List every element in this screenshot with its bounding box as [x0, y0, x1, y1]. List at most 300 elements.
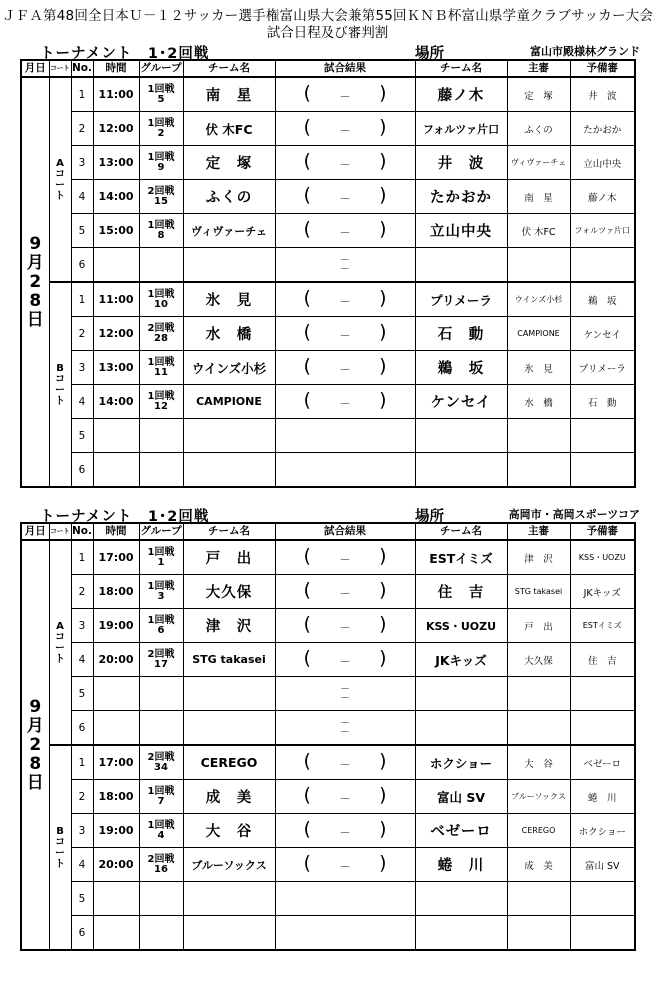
close-paren: ): [379, 150, 387, 172]
away-team: [415, 453, 507, 488]
column-header-group: グループ: [139, 60, 183, 77]
court-char: コ: [55, 373, 65, 385]
column-header-team2: チーム名: [415, 523, 507, 540]
match-time: 14:00: [93, 385, 139, 419]
referee: 大久保: [507, 643, 570, 677]
away-team: 富山 SV: [415, 780, 507, 814]
match-time: 17:00: [93, 745, 139, 780]
group-number: 16: [154, 863, 168, 875]
match-result: [275, 77, 415, 112]
home-team: CEREGO: [183, 745, 275, 780]
match-group: [139, 677, 183, 711]
open-paren: (: [303, 82, 311, 104]
reserve-referee: [570, 248, 635, 283]
close-paren: ): [379, 355, 387, 377]
table-row: [21, 214, 635, 248]
date-char: 9: [29, 233, 42, 254]
date-char: 日: [26, 309, 44, 330]
match-group: [139, 609, 183, 643]
match-number: 1: [71, 77, 93, 112]
section-header: [20, 42, 640, 60]
court-char: ト: [55, 395, 65, 407]
match-number: 4: [71, 643, 93, 677]
match-number: 1: [71, 282, 93, 317]
referee: ブルーソックス: [507, 780, 570, 814]
score-separator: －: [339, 90, 351, 103]
group-number: 10: [154, 298, 168, 310]
date-char: 9: [29, 696, 42, 717]
away-team: [415, 916, 507, 951]
open-paren: (: [303, 579, 311, 601]
match-result: [275, 146, 415, 180]
court-char: A: [56, 157, 64, 169]
home-team: 大久保: [183, 575, 275, 609]
table-row: [21, 814, 635, 848]
reserve-referee: [570, 882, 635, 916]
column-header-team1: チーム名: [183, 60, 275, 77]
match-number: 2: [71, 575, 93, 609]
open-paren: (: [303, 287, 311, 309]
group-round: 1回戦: [147, 356, 175, 368]
court-char: ー: [55, 642, 65, 654]
column-header-no: No.: [71, 60, 93, 77]
table-row: [21, 711, 635, 746]
match-result: [275, 540, 415, 575]
match-group: [139, 112, 183, 146]
reserve-referee: [570, 453, 635, 488]
column-header-time: 時間: [93, 523, 139, 540]
group-number: 6: [157, 624, 165, 636]
date-char: 日: [26, 772, 44, 793]
home-team: STG takasei: [183, 643, 275, 677]
table-row: [21, 609, 635, 643]
score-separator: －: [339, 826, 351, 839]
home-team: 戸 出: [183, 540, 275, 575]
match-group: [139, 848, 183, 882]
match-number: 1: [71, 745, 93, 780]
court-char: A: [56, 620, 64, 632]
match-result: [275, 848, 415, 882]
away-team: KSS・UOZU: [415, 609, 507, 643]
close-paren: ): [379, 321, 387, 343]
table-row: [21, 146, 635, 180]
document-title: ＪＦＡ第48回全日本Ｕ－１２サッカー選手権富山県大会兼第55回ＫＮＢ杯富山県学童クラブサッカー大会: [1, 8, 654, 24]
home-team: [183, 677, 275, 711]
date-char: 月: [26, 252, 44, 273]
match-result: [275, 882, 415, 916]
group-round: 2回戦: [147, 648, 175, 660]
referee: [507, 882, 570, 916]
away-team: 蜷 川: [415, 848, 507, 882]
table-row: [21, 77, 635, 112]
close-paren: ): [379, 184, 387, 206]
group-round: 1回戦: [147, 614, 175, 626]
group-number: 34: [154, 761, 168, 773]
date-char: 月: [26, 715, 44, 736]
open-paren: (: [303, 321, 311, 343]
match-result: [275, 248, 415, 283]
match-time: [93, 711, 139, 746]
reserve-referee: KSS・UOZU: [570, 540, 635, 575]
score-separator: －: [340, 717, 350, 729]
score-separator: －: [339, 792, 351, 805]
open-paren: (: [303, 116, 311, 138]
header-row: [21, 523, 635, 540]
court-char: ー: [55, 384, 65, 396]
home-team: [183, 453, 275, 488]
match-time: [93, 419, 139, 453]
match-time: [93, 882, 139, 916]
away-team: ホクショー: [415, 745, 507, 780]
close-paren: ): [379, 287, 387, 309]
match-result: [275, 214, 415, 248]
court-char: コ: [55, 836, 65, 848]
match-time: 12:00: [93, 112, 139, 146]
court-char: ト: [55, 858, 65, 870]
group-round: 1回戦: [147, 390, 175, 402]
section-header: [20, 505, 640, 523]
reserve-referee: [570, 711, 635, 746]
match-date: [21, 77, 49, 487]
group-round: 2回戦: [147, 185, 175, 197]
close-paren: ): [379, 818, 387, 840]
match-time: 18:00: [93, 575, 139, 609]
match-group: [139, 214, 183, 248]
score-separator-lower: －: [340, 263, 350, 275]
close-paren: ): [379, 852, 387, 874]
open-paren: (: [303, 784, 311, 806]
reserve-referee: ホクショー: [570, 814, 635, 848]
reserve-referee: 井 波: [570, 77, 635, 112]
reserve-referee: 住 吉: [570, 643, 635, 677]
table-row: [21, 248, 635, 283]
home-team: [183, 916, 275, 951]
reserve-referee: 鵜 坂: [570, 282, 635, 317]
match-result: [275, 385, 415, 419]
table-row: [21, 780, 635, 814]
home-team: 大 谷: [183, 814, 275, 848]
column-header-group: グループ: [139, 523, 183, 540]
group-round: 1回戦: [147, 819, 175, 831]
away-team: ベゼーロ: [415, 814, 507, 848]
match-number: 5: [71, 882, 93, 916]
match-result: [275, 609, 415, 643]
referee: 水 橋: [507, 385, 570, 419]
table-row: [21, 180, 635, 214]
reserve-referee: ベゼーロ: [570, 745, 635, 780]
group-number: 4: [157, 829, 165, 841]
away-team: [415, 419, 507, 453]
match-time: 13:00: [93, 351, 139, 385]
away-team: たかおか: [415, 180, 507, 214]
open-paren: (: [303, 818, 311, 840]
match-time: 12:00: [93, 317, 139, 351]
court-char: コ: [55, 631, 65, 643]
court-char: ー: [55, 179, 65, 191]
match-group: [139, 916, 183, 951]
match-time: [93, 916, 139, 951]
away-team: 石 動: [415, 317, 507, 351]
group-round: 1回戦: [147, 785, 175, 797]
place-label: 場所: [415, 46, 444, 62]
away-team: JKキッズ: [415, 643, 507, 677]
match-result: [275, 677, 415, 711]
home-team: ヴィヴァーチェ: [183, 214, 275, 248]
away-team: 藤ノ木: [415, 77, 507, 112]
home-team: [183, 419, 275, 453]
referee: 成 美: [507, 848, 570, 882]
score-separator: －: [339, 226, 351, 239]
away-team: 立山中央: [415, 214, 507, 248]
match-result: [275, 780, 415, 814]
away-team: [415, 711, 507, 746]
match-time: 13:00: [93, 146, 139, 180]
close-paren: ): [379, 82, 387, 104]
match-group: [139, 453, 183, 488]
home-team: [183, 882, 275, 916]
match-result: [275, 643, 415, 677]
match-number: 6: [71, 916, 93, 951]
referee: [507, 711, 570, 746]
match-result: [275, 180, 415, 214]
score-separator: －: [339, 363, 351, 376]
referee: [507, 419, 570, 453]
match-group: [139, 77, 183, 112]
court-label: [49, 745, 71, 950]
group-number: 15: [154, 195, 168, 207]
match-group: [139, 351, 183, 385]
court-char: ト: [55, 190, 65, 202]
table-row: [21, 745, 635, 780]
score-separator: －: [339, 621, 351, 634]
table-row: [21, 453, 635, 488]
home-team: [183, 248, 275, 283]
table-row: [21, 677, 635, 711]
referee: [507, 916, 570, 951]
open-paren: (: [303, 389, 311, 411]
table-row: [21, 282, 635, 317]
court-label: [49, 77, 71, 282]
away-team: ESTイミズ: [415, 540, 507, 575]
place-label: 場所: [415, 509, 444, 525]
group-round: 1回戦: [147, 151, 175, 163]
match-result: [275, 575, 415, 609]
match-number: 3: [71, 609, 93, 643]
match-result: [275, 916, 415, 951]
group-number: 7: [157, 795, 165, 807]
match-date: [21, 540, 49, 950]
match-time: [93, 677, 139, 711]
match-number: 6: [71, 248, 93, 283]
reserve-referee: 石 動: [570, 385, 635, 419]
open-paren: (: [303, 150, 311, 172]
referee: 氷 見: [507, 351, 570, 385]
score-separator: －: [339, 397, 351, 410]
home-team: 津 沢: [183, 609, 275, 643]
match-result: [275, 453, 415, 488]
open-paren: (: [303, 750, 311, 772]
match-number: 5: [71, 419, 93, 453]
match-number: 2: [71, 112, 93, 146]
match-result: [275, 112, 415, 146]
referee: ヴィヴァーチェ: [507, 146, 570, 180]
column-header-result: 試合結果: [275, 60, 415, 77]
match-group: [139, 575, 183, 609]
referee: 津 沢: [507, 540, 570, 575]
score-separator: －: [339, 192, 351, 205]
document-subtitle: 試合日程及び審判割: [266, 25, 389, 41]
column-header-no: No.: [71, 523, 93, 540]
group-number: 1: [157, 556, 165, 568]
reserve-referee: [570, 916, 635, 951]
referee: [507, 677, 570, 711]
group-number: 8: [157, 229, 165, 241]
match-group: [139, 814, 183, 848]
column-header-team1: チーム名: [183, 523, 275, 540]
column-header-date: 月日: [21, 523, 49, 540]
home-team: CAMPIONE: [183, 385, 275, 419]
open-paren: (: [303, 218, 311, 240]
match-group: [139, 882, 183, 916]
match-group: [139, 282, 183, 317]
match-number: 4: [71, 385, 93, 419]
close-paren: ): [379, 613, 387, 635]
home-team: 伏 木FC: [183, 112, 275, 146]
match-number: 1: [71, 540, 93, 575]
away-team: フォルツァ片口: [415, 112, 507, 146]
open-paren: (: [303, 613, 311, 635]
score-separator: －: [339, 860, 351, 873]
match-time: 11:00: [93, 77, 139, 112]
referee: ウインズ小杉: [507, 282, 570, 317]
group-number: 17: [154, 658, 168, 670]
table-row: [21, 351, 635, 385]
away-team: ケンセイ: [415, 385, 507, 419]
referee: STG takasei: [507, 575, 570, 609]
group-round: 1回戦: [147, 580, 175, 592]
match-number: 6: [71, 453, 93, 488]
close-paren: ): [379, 784, 387, 806]
match-number: 5: [71, 214, 93, 248]
group-round: 2回戦: [147, 322, 175, 334]
referee: 戸 出: [507, 609, 570, 643]
match-number: 4: [71, 180, 93, 214]
column-header-referee: 主審: [507, 60, 570, 77]
referee: 大 谷: [507, 745, 570, 780]
column-header-result: 試合結果: [275, 523, 415, 540]
match-number: 2: [71, 317, 93, 351]
home-team: ウインズ小杉: [183, 351, 275, 385]
home-team: 定 塚: [183, 146, 275, 180]
match-group: [139, 419, 183, 453]
away-team: [415, 882, 507, 916]
match-time: 18:00: [93, 780, 139, 814]
court-char: B: [56, 362, 64, 374]
match-time: [93, 248, 139, 283]
match-number: 5: [71, 677, 93, 711]
home-team: ふくの: [183, 180, 275, 214]
away-team: 鵜 坂: [415, 351, 507, 385]
home-team: 水 橋: [183, 317, 275, 351]
open-paren: (: [303, 647, 311, 669]
reserve-referee: ESTイミズ: [570, 609, 635, 643]
referee: ふくの: [507, 112, 570, 146]
reserve-referee: JKキッズ: [570, 575, 635, 609]
match-time: 20:00: [93, 643, 139, 677]
table-row: [21, 882, 635, 916]
home-team: 氷 見: [183, 282, 275, 317]
close-paren: ): [379, 116, 387, 138]
reserve-referee: たかおか: [570, 112, 635, 146]
match-result: [275, 419, 415, 453]
match-number: 4: [71, 848, 93, 882]
open-paren: (: [303, 852, 311, 874]
match-group: [139, 643, 183, 677]
match-result: [275, 745, 415, 780]
group-number: 2: [157, 127, 165, 139]
reserve-referee: フォルツァ片口: [570, 214, 635, 248]
referee: [507, 248, 570, 283]
reserve-referee: [570, 677, 635, 711]
match-number: 3: [71, 146, 93, 180]
referee: 定 塚: [507, 77, 570, 112]
score-separator: －: [339, 124, 351, 137]
column-header-reserve: 予備審: [570, 60, 635, 77]
reserve-referee: ケンセイ: [570, 317, 635, 351]
schedule-table: [20, 59, 636, 488]
group-number: 11: [154, 366, 168, 378]
score-separator: －: [339, 655, 351, 668]
group-round: 1回戦: [147, 117, 175, 129]
match-result: [275, 282, 415, 317]
court-char: ー: [55, 847, 65, 859]
match-group: [139, 780, 183, 814]
match-number: 3: [71, 814, 93, 848]
table-row: [21, 916, 635, 951]
group-number: 12: [154, 400, 168, 412]
group-round: 1回戦: [147, 219, 175, 231]
match-group: [139, 540, 183, 575]
match-result: [275, 317, 415, 351]
match-number: 3: [71, 351, 93, 385]
score-separator: －: [339, 158, 351, 171]
section-title: トーナメント 1･2回戦: [40, 46, 210, 62]
court-label: [49, 540, 71, 745]
referee: 南 星: [507, 180, 570, 214]
table-row: [21, 419, 635, 453]
match-number: 2: [71, 780, 93, 814]
score-separator: －: [340, 683, 350, 695]
home-team: [183, 711, 275, 746]
court-char: ト: [55, 653, 65, 665]
date-char: 8: [29, 290, 42, 311]
column-header-date: 月日: [21, 60, 49, 77]
group-round: 1回戦: [147, 546, 175, 558]
reserve-referee: 富山 SV: [570, 848, 635, 882]
reserve-referee: 立山中央: [570, 146, 635, 180]
column-header-team2: チーム名: [415, 60, 507, 77]
close-paren: ): [379, 750, 387, 772]
schedule-table: [20, 522, 636, 951]
away-team: [415, 248, 507, 283]
column-header-time: 時間: [93, 60, 139, 77]
open-paren: (: [303, 184, 311, 206]
table-row: [21, 385, 635, 419]
match-group: [139, 146, 183, 180]
court-char: コ: [55, 168, 65, 180]
header-row: [21, 60, 635, 77]
reserve-referee: [570, 419, 635, 453]
